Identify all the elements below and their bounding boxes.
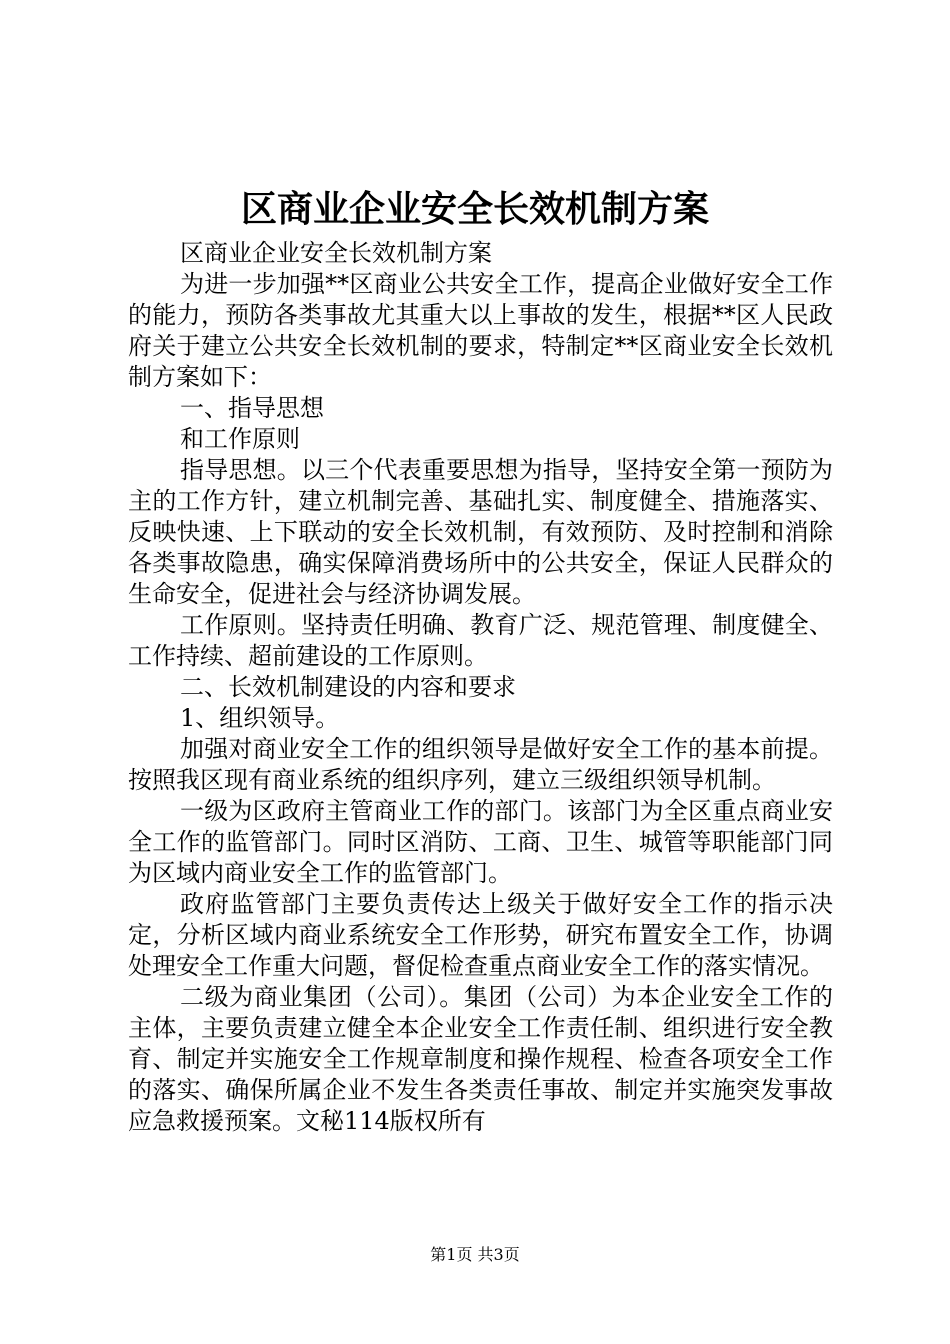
paragraph-level-two: 二级为商业集团（公司）。集团（公司）为本企业安全工作的主体，主要负责建立健全本企业安全工作责任制、组织进行安全教育、制定并实施安全工作规章制度和操作规程、检查各项安全工作的落实、确保所属企业不发生各类责任事故、制定并实施突发事故应急救援预案。文秘114版权所有 [128, 983, 833, 1135]
paragraph-intro: 为进一步加强**区商业公共安全工作，提高企业做好安全工作的能力，预防各类事故尤其重大以上事故的发生，根据**区人民政府关于建立公共安全长效机制的要求，特制定**区商业安全长效机制方案如下： [128, 270, 833, 391]
document-body [128, 238, 833, 1137]
section-heading-mechanism: 二、长效机制建设的内容和要求 [180, 673, 516, 701]
document-title: 区商业企业安全长效机制方案 [240, 188, 709, 230]
section-heading-work-principles: 和工作原则 [180, 425, 300, 453]
paragraph-guiding-thought: 指导思想。以三个代表重要思想为指导，坚持安全第一预防为主的工作方针，建立机制完善、基础扎实、制度健全、措施落实、反映快速、上下联动的安全长效机制，有效预防、及时控制和消除各类事故隐患，确实保障消费场所中的公共安全，保证人民群众的生命安全，促进社会与经济协调发展。 [128, 456, 833, 608]
subsection-heading-leadership: 1、组织领导。 [180, 704, 340, 732]
paragraph-level-one: 一级为区政府主管商业工作的部门。该部门为全区重点商业安全工作的监管部门。同时区消防、工商、卫生、城管等职能部门同为区域内商业安全工作的监管部门。 [128, 797, 833, 887]
paragraph-leadership: 加强对商业安全工作的组织领导是做好安全工作的基本前提。按照我区现有商业系统的组织序列，建立三级组织领导机制。 [128, 735, 833, 794]
section-heading-guiding-thought: 一、指导思想 [180, 394, 324, 422]
paragraph-government-duties: 政府监管部门主要负责传达上级关于做好安全工作的指示决定，分析区域内商业系统安全工作形势，研究布置安全工作，协调处理安全工作重大问题，督促检查重点商业安全工作的落实情况。 [128, 890, 833, 980]
paragraph-subtitle: 区商业企业安全长效机制方案 [180, 239, 492, 267]
page-footer: 第1页 共3页 [430, 1245, 520, 1264]
paragraph-work-principles: 工作原则。坚持责任明确、教育广泛、规范管理、制度健全、工作持续、超前建设的工作原则。 [128, 611, 833, 670]
